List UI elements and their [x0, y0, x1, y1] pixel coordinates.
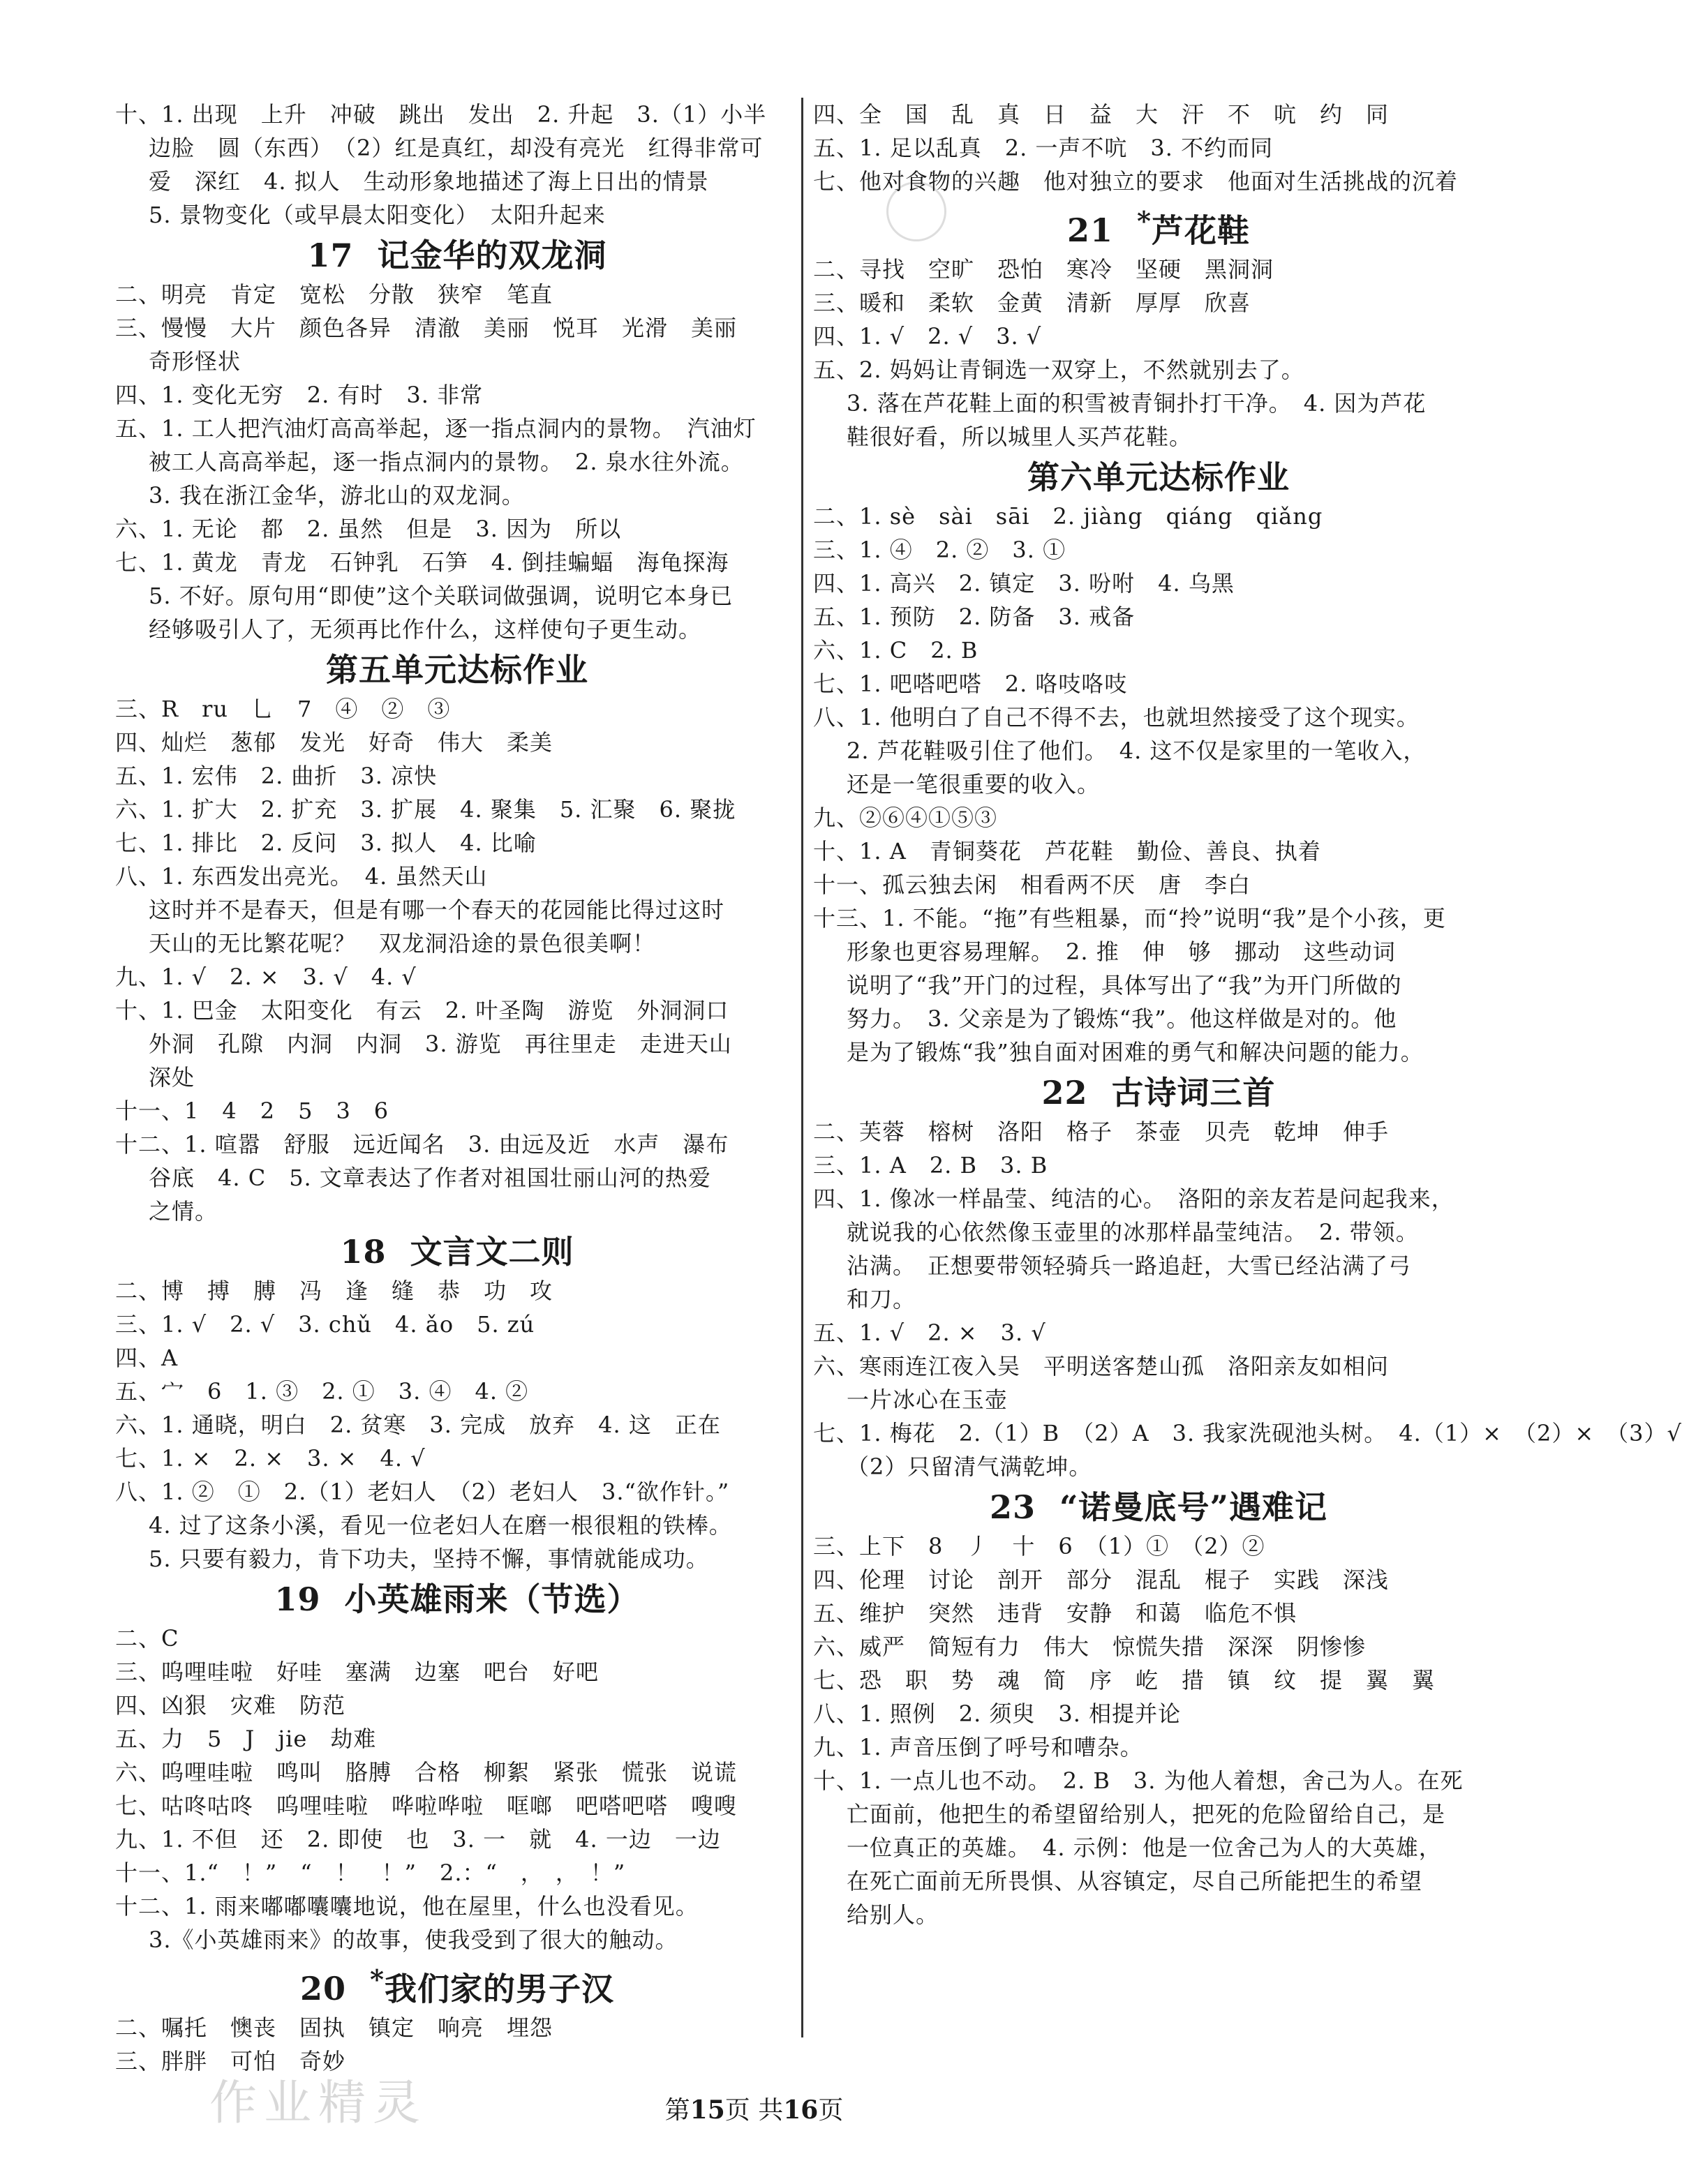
answer-line: 四、1. 变化无穷 2. 有时 3. 非常	[115, 382, 484, 408]
lesson-number: 20	[299, 1970, 346, 2008]
section-heading	[115, 648, 799, 692]
answer-line: 八、1. 东西发出亮光。 4. 虽然天山	[115, 863, 488, 890]
lesson-title: “诺曼底号”遇难记	[1059, 1488, 1327, 1527]
answer-line: 三、暖和 柔软 金黄 清新 厚厚 欣喜	[813, 290, 1251, 317]
answer-line: 经够吸引人了，无须再比作什么，这样使句子更生动。	[149, 616, 702, 643]
section-heading	[115, 1958, 799, 2011]
answer-line: 沾满。 正想要带领轻骑兵一路追赶，大雪已经沾满了弓	[847, 1252, 1412, 1280]
lesson-title: 第五单元达标作业	[326, 651, 588, 689]
answer-line: 三、1. ④ 2. ② 3. ①	[813, 537, 1066, 564]
answer-line: 二、1. sè sài sāi 2. jiàng qiáng qiǎng	[813, 503, 1323, 530]
answer-line: 十三、1. 不能。“拖”有些粗暴，而“拎”说明“我”是个小孩，更	[813, 905, 1446, 932]
answer-section	[813, 455, 1504, 1069]
answer-line: 形象也更容易理解。 2. 推 伸 够 挪动 这些动词	[847, 938, 1396, 966]
section-heading	[115, 1229, 799, 1274]
answer-line: 十二、1. 雨来嘟嘟囔囔地说，他在屋里，什么也没看见。	[115, 1893, 699, 1920]
answer-line: 九、1. 不但 还 2. 即使 也 3. 一 就 4. 一边 一边	[115, 1826, 721, 1853]
lesson-number: 21	[1066, 211, 1113, 250]
answer-line: 三、胖胖 可怕 奇妙	[115, 2048, 346, 2075]
answer-line: 给别人。	[847, 1901, 939, 1929]
answer-line: 这时并不是春天，但是有哪一个春天的花园能比得过这时	[149, 897, 725, 923]
answer-line: 六、1. C 2. B	[813, 637, 978, 664]
watermark: 作业精灵	[209, 2076, 428, 2131]
optional-lesson-mark: *	[369, 1964, 385, 1996]
lesson-title: 芦花鞋	[1152, 211, 1251, 250]
answer-section	[115, 1958, 799, 2078]
answer-line: 十一、1 4 2 5 3 6	[115, 1098, 389, 1124]
lesson-number: 18	[340, 1233, 387, 1271]
answer-line: 四、A	[115, 1345, 179, 1371]
lesson-title: 我们家的男子汉	[385, 1970, 615, 2008]
answer-section	[115, 648, 799, 1228]
answer-line: 在死亡面前无所畏惧、从容镇定，尽自己所能把生的希望	[847, 1868, 1423, 1895]
answer-line: 十、1. 一点儿也不动。 2. B 3. 为他人着想，舍己为人。在死	[813, 1767, 1464, 1795]
answer-line: 八、1. ② ① 2.（1）老妇人 （2）老妇人 3.“欲作针。”	[115, 1479, 730, 1505]
answer-line: 四、1. √ 2. √ 3. √	[813, 323, 1042, 350]
section-heading	[813, 455, 1504, 500]
answer-line: 二、明亮 肯定 宽松 分散 狭窄 笔直	[115, 281, 553, 308]
answer-line: 七、他对食物的兴趣 他对独立的要求 他面对生活挑战的沉着	[813, 168, 1459, 195]
answer-section	[813, 98, 1504, 198]
answer-line: 七、1. 黄龙 青龙 石钟乳 石笋 4. 倒挂蝙蝠 海龟探海	[115, 549, 729, 576]
lesson-title: 文言文二则	[410, 1233, 574, 1271]
lesson-number: 22	[1041, 1074, 1088, 1112]
footer-mid: 页 共	[724, 2096, 784, 2125]
lesson-title: 记金华的双龙洞	[377, 237, 607, 274]
answer-section	[813, 1485, 1504, 1931]
answer-line: 说明了“我”开门的过程，具体写出了“我”为开门所做的	[847, 972, 1402, 999]
answer-line: 三、慢慢 大片 颜色各异 清澈 美丽 悦耳 光滑 美丽	[115, 315, 738, 341]
answer-line: 3. 落在芦花鞋上面的积雪被青铜扑打干净。 4. 因为芦花	[847, 390, 1427, 417]
answer-line: 十、1. 巴金 太阳变化 有云 2. 叶圣陶 游览 外洞洞口	[115, 997, 729, 1024]
lesson-title: 第六单元达标作业	[1027, 458, 1290, 497]
answer-line: 七、1. × 2. × 3. × 4. √	[115, 1445, 426, 1472]
lesson-number: 17	[307, 237, 354, 274]
answer-line: 就说我的心依然像玉壶里的冰那样晶莹纯洁。 2. 带领。	[847, 1219, 1419, 1246]
answer-line: 七、咕咚咕咚 呜哩哇啦 哗啦哗啦 哐啷 吧嗒吧嗒 嗖嗖	[115, 1793, 738, 1819]
answer-line: 九、1. √ 2. × 3. √ 4. √	[115, 964, 417, 990]
answer-line: 十一、孤云独去闲 相看两不厌 唐 李白	[813, 872, 1251, 899]
answer-line: 五、1. 预防 2. 防备 3. 戒备	[813, 604, 1136, 631]
footer-suffix: 页	[818, 2096, 844, 2125]
answer-section	[115, 1229, 799, 1576]
answer-line: 二、C	[115, 1625, 179, 1652]
answer-line: 九、1. 声音压倒了呼号和嘈杂。	[813, 1734, 1143, 1761]
answer-line: 和刀。	[847, 1286, 916, 1313]
section-heading	[115, 233, 799, 278]
right-column	[813, 98, 1682, 1931]
answer-line: 十、1. 出现 上升 冲破 跳出 发出 2. 升起 3.（1）小半	[115, 101, 767, 128]
answer-line: 是为了锻炼“我”独自面对困难的勇气和解决问题的能力。	[847, 1039, 1424, 1066]
answer-line: 2. 芦花鞋吸引住了他们。 4. 这不仅是家里的一笔收入，	[847, 738, 1427, 765]
answer-line: 六、1. 扩大 2. 扩充 3. 扩展 4. 聚集 5. 汇聚 6. 聚拢	[115, 796, 736, 823]
answer-line: 四、1. 高兴 2. 镇定 3. 吩咐 4. 乌黑	[813, 570, 1235, 597]
section-heading	[813, 1485, 1504, 1529]
answer-line: 亡面前，他把生的希望留给别人，把死的危险留给自己，是	[847, 1801, 1446, 1828]
answer-line: 还是一笔很重要的收入。	[847, 771, 1101, 798]
current-page: 15	[690, 2095, 725, 2125]
answer-line: 七、1. 吧嗒吧嗒 2. 咯吱咯吱	[813, 671, 1128, 698]
answer-line: 六、寒雨连江夜入吴 平明送客楚山孤 洛阳亲友如相问	[813, 1353, 1390, 1380]
answer-line: 六、呜哩哇啦 鸣叫 胳膊 合格 柳絮 紧张 慌张 说谎	[115, 1759, 738, 1786]
answer-line: 一位真正的英雄。 4. 示例：他是一位舍己为人的大英雄，	[847, 1834, 1442, 1862]
answer-line: 三、呜哩哇啦 好哇 塞满 边塞 吧台 好吧	[115, 1659, 600, 1685]
answer-line: 四、全 国 乱 真 日 益 大 汗 不 吭 约 同	[813, 101, 1390, 128]
answer-line: 十一、1.“ ！” “ ！ ！” 2.：“ ， ， ！”	[115, 1860, 626, 1886]
section-heading	[115, 1577, 799, 1622]
answer-section	[813, 1070, 1682, 1483]
answer-line: 三、1. √ 2. √ 3. chǔ 4. ǎo 5. zú	[115, 1311, 535, 1338]
answer-line: 七、恐 职 势 魂 简 序 屹 措 镇 纹 提 翼 翼	[813, 1667, 1436, 1694]
answer-line: 五、力 5 J jie 劫难	[115, 1726, 377, 1752]
answer-line: 四、伦理 讨论 剖开 部分 混乱 棍子 实践 深浅	[813, 1566, 1390, 1594]
answer-line: 六、威严 简短有力 伟大 惊慌失措 深深 阴惨惨	[813, 1633, 1367, 1661]
answer-line: 十二、1. 喧嚣 舒服 远近闻名 3. 由远及近 水声 瀑布	[115, 1131, 729, 1158]
answer-section	[115, 1577, 799, 1957]
answer-line: 三、1. A 2. B 3. B	[813, 1152, 1048, 1179]
answer-line: 五、1. 宏伟 2. 曲折 3. 凉快	[115, 763, 438, 789]
answer-line: 之情。	[149, 1198, 218, 1225]
answer-line: 八、1. 他明白了自己不得不去，也就坦然接受了这个现实。	[813, 704, 1420, 731]
column-divider	[801, 98, 803, 2037]
answer-line: 三、R ru 乚 7 ④ ② ③	[115, 696, 451, 722]
answer-section	[115, 233, 799, 646]
answer-line: 天山的无比繁花呢？ 双龙洞沿途的景色很美啊！	[149, 930, 656, 957]
answer-line: 五、2. 妈妈让青铜选一双穿上，不然就别去了。	[813, 357, 1304, 384]
answer-line: 边脸 圆（东西） （2）红是真红，却没有亮光 红得非常可	[149, 135, 764, 161]
answer-line: 二、博 搏 膊 冯 逢 缝 恭 功 攻	[115, 1278, 553, 1304]
answer-line: 外洞 孔隙 内洞 内洞 3. 游览 再往里走 走进天山	[149, 1031, 732, 1057]
answer-line: 四、凶狠 灾难 防范	[115, 1692, 346, 1719]
answer-line: 五、1. √ 2. × 3. √	[813, 1319, 1046, 1347]
answer-section	[813, 200, 1504, 454]
answer-line: 5. 不好。原句用“即使”这个关联词做强调，说明它本身已	[149, 583, 734, 609]
answer-line: （2）只留清气满乾坤。	[847, 1453, 1092, 1481]
answer-line: 五、1. 工人把汽油灯高高举起，逐一指点洞内的景物。 汽油灯	[115, 415, 757, 442]
answer-line: 4. 过了这条小溪，看见一位老妇人在磨一根很粗的铁棒。	[149, 1512, 732, 1539]
answer-line: 七、1. 梅花 2.（1）B （2）A 3. 我家洗砚池头树。 4.（1）× （2）× （3）√	[813, 1420, 1682, 1447]
answer-line: 5. 景物变化（或早晨太阳变化） 太阳升起来	[149, 202, 606, 228]
optional-lesson-mark: *	[1136, 206, 1152, 237]
answer-line: 二、寻找 空旷 恐怕 寒冷 坚硬 黑洞洞	[813, 256, 1274, 283]
answer-line: 六、1. 通晓，明白 2. 贫寒 3. 完成 放弃 4. 这 正在	[115, 1412, 721, 1438]
answer-line: 谷底 4. C 5. 文章表达了作者对祖国壮丽山河的热爱	[149, 1165, 711, 1191]
answer-line: 四、灿烂 葱郁 发光 好奇 伟大 柔美	[115, 729, 553, 756]
total-pages: 16	[783, 2095, 819, 2125]
answer-line: 一片冰心在玉壶	[847, 1386, 1009, 1414]
answer-line: 九、②⑥④①⑤③	[813, 805, 998, 832]
lesson-number: 23	[990, 1488, 1036, 1527]
answer-line: 5. 只要有毅力，肯下功夫，坚持不懈，事情就能成功。	[149, 1546, 709, 1572]
answer-line: 深处	[149, 1064, 195, 1091]
left-column	[115, 98, 799, 2078]
answer-line: 爱 深红 4. 拟人 生动形象地描述了海上日出的情景	[149, 168, 709, 195]
answer-line: 六、1. 无论 都 2. 虽然 但是 3. 因为 所以	[115, 516, 622, 542]
answer-line: 二、芙蓉 榕树 洛阳 格子 茶壶 贝壳 乾坤 伸手	[813, 1119, 1390, 1146]
answer-line: 八、1. 照例 2. 须臾 3. 相提并论	[813, 1700, 1182, 1728]
answer-line: 五、1. 足以乱真 2. 一声不吭 3. 不约而同	[813, 135, 1274, 161]
answer-line: 努力。 3. 父亲是为了锻炼“我”。他这样做是对的。他	[847, 1005, 1397, 1033]
lesson-title: 古诗词三首	[1111, 1074, 1276, 1112]
answer-line: 五、维护 突然 违背 安静 和蔼 临危不惧	[813, 1600, 1297, 1627]
answer-line: 七、1. 排比 2. 反问 3. 拟人 4. 比喻	[115, 830, 537, 856]
answer-line: 十、1. A 青铜葵花 芦花鞋 勤俭、善良、执着	[813, 838, 1321, 865]
answer-line: 二、嘱托 懊丧 固执 镇定 响亮 埋怨	[115, 2014, 553, 2042]
lesson-number: 19	[274, 1580, 321, 1618]
answer-line: 奇形怪状	[149, 348, 241, 375]
answer-line: 鞋很好看，所以城里人买芦花鞋。	[847, 424, 1193, 451]
answer-line: 3. 我在浙江金华，游北山的双龙洞。	[149, 482, 525, 509]
answer-section	[115, 98, 799, 232]
answer-line: 3.《小英雄雨来》的故事，使我受到了很大的触动。	[149, 1927, 678, 1953]
answer-line: 五、宀 6 1. ③ 2. ① 3. ④ 4. ②	[115, 1378, 529, 1405]
answer-line: 三、上下 8 丿 十 6 （1）① （2）②	[813, 1533, 1265, 1560]
section-heading	[813, 200, 1504, 253]
answer-line: 被工人高高举起，逐一指点洞内的景物。 2. 泉水往外流。	[149, 449, 744, 475]
lesson-title: 小英雄雨来（节选）	[344, 1580, 640, 1618]
footer-prefix: 第	[664, 2096, 690, 2125]
section-heading	[813, 1070, 1504, 1115]
answer-line: 四、1. 像冰一样晶莹、纯洁的心。 洛阳的亲友若是问起我来，	[813, 1186, 1454, 1213]
